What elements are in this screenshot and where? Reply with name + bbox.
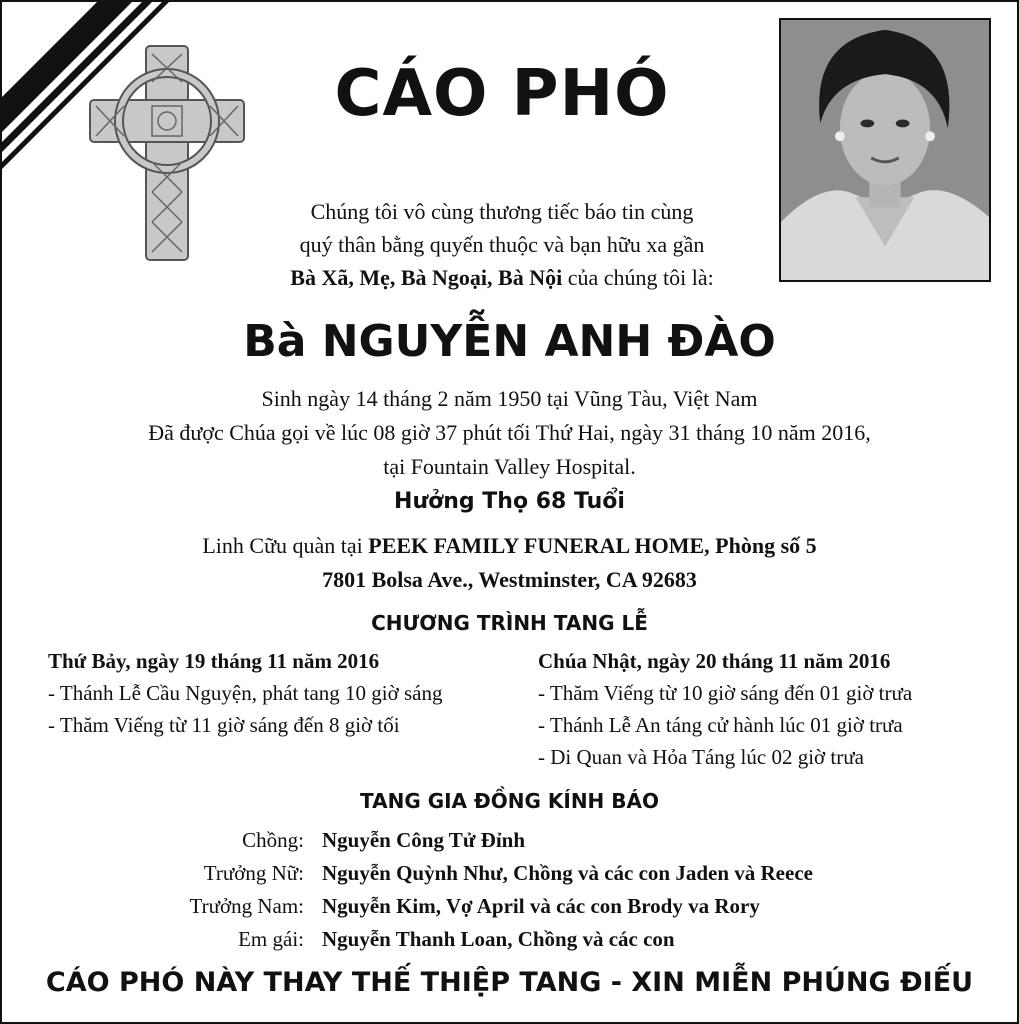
family-row <box>2 824 1017 857</box>
intro-line-rest: của chúng tôi là: <box>562 265 714 290</box>
family-value: Nguyễn Kim, Vợ April và các con Brody va Rory <box>322 894 760 918</box>
funeral-home-prefix: Linh Cữu quàn tại <box>202 533 369 558</box>
program-title: CHƯƠNG TRÌNH TANG LỄ <box>371 611 648 635</box>
family-label: Trưởng Nữ: <box>203 861 304 885</box>
family-label: Em gái: <box>238 927 304 951</box>
family-label: Trưởng Nam: <box>189 894 304 918</box>
funeral-home-line <box>2 529 1017 563</box>
birth-info: Sinh ngày 14 tháng 2 năm 1950 tại Vũng Tàu, Việt Nam <box>261 386 758 411</box>
day1-item: - Thăm Viếng từ 11 giờ sáng đến 8 giờ tối <box>48 713 400 737</box>
funeral-home-name: PEEK FAMILY FUNERAL HOME, Phòng số 5 <box>368 533 817 558</box>
funeral-home-info <box>2 529 1017 597</box>
intro-line <box>252 261 752 294</box>
celtic-cross-icon <box>88 42 246 264</box>
funeral-home-address: 7801 Bolsa Ave., Westminster, CA 92683 <box>322 567 697 592</box>
family-row <box>2 857 1017 890</box>
intro-line: quý thân bằng quyến thuộc và bạn hữu xa gần <box>299 232 705 257</box>
death-place: tại Fountain Valley Hospital. <box>383 454 636 479</box>
age-text: Hưởng Thọ 68 Tuổi <box>394 489 625 514</box>
family-label: Chồng: <box>242 828 304 852</box>
day2-heading: Chúa Nhật, ngày 20 tháng 11 năm 2016 <box>538 649 891 673</box>
family-list <box>2 824 1017 956</box>
intro-line: Chúng tôi vô cùng thương tiếc báo tin cùng <box>310 199 694 224</box>
family-value: Nguyễn Công Tử Đỉnh <box>322 828 526 852</box>
day1-item: - Thánh Lễ Cầu Nguyện, phát tang 10 giờ sáng <box>48 681 443 705</box>
footer-notice: CÁO PHÓ NÀY THAY THẾ THIỆP TANG - XIN MIỄN PHÚNG ĐIẾU <box>45 967 974 998</box>
day2-item: - Di Quan và Hỏa Táng lúc 02 giờ trưa <box>538 745 864 769</box>
family-value: Nguyễn Quỳnh Như, Chồng và các con Jaden và Reece <box>322 861 813 885</box>
portrait-photo <box>779 18 991 282</box>
relations-text: Bà Xã, Mẹ, Bà Ngoại, Bà Nội <box>290 265 563 290</box>
program-day1 <box>48 645 442 741</box>
day1-heading: Thứ Bảy, ngày 19 tháng 11 năm 2016 <box>48 649 380 673</box>
program-day2 <box>538 645 912 773</box>
deceased-details <box>2 382 1017 484</box>
intro-text <box>252 195 752 294</box>
deceased-name: Bà NGUYỄN ANH ĐÀO <box>243 316 776 367</box>
family-value: Nguyễn Thanh Loan, Chồng và các con <box>322 927 675 951</box>
family-row <box>2 923 1017 956</box>
day2-item: - Thăm Viếng từ 10 giờ sáng đến 01 giờ trưa <box>538 681 913 705</box>
family-row <box>2 890 1017 923</box>
day2-item: - Thánh Lễ An táng cử hành lúc 01 giờ trưa <box>538 713 903 737</box>
death-info: Đã được Chúa gọi về lúc 08 giờ 37 phút tối Thứ Hai, ngày 31 tháng 10 năm 2016, <box>148 420 871 445</box>
page-title: CÁO PHÓ <box>334 57 670 131</box>
family-title: TANG GIA ĐỒNG KÍNH BÁO <box>360 789 659 813</box>
